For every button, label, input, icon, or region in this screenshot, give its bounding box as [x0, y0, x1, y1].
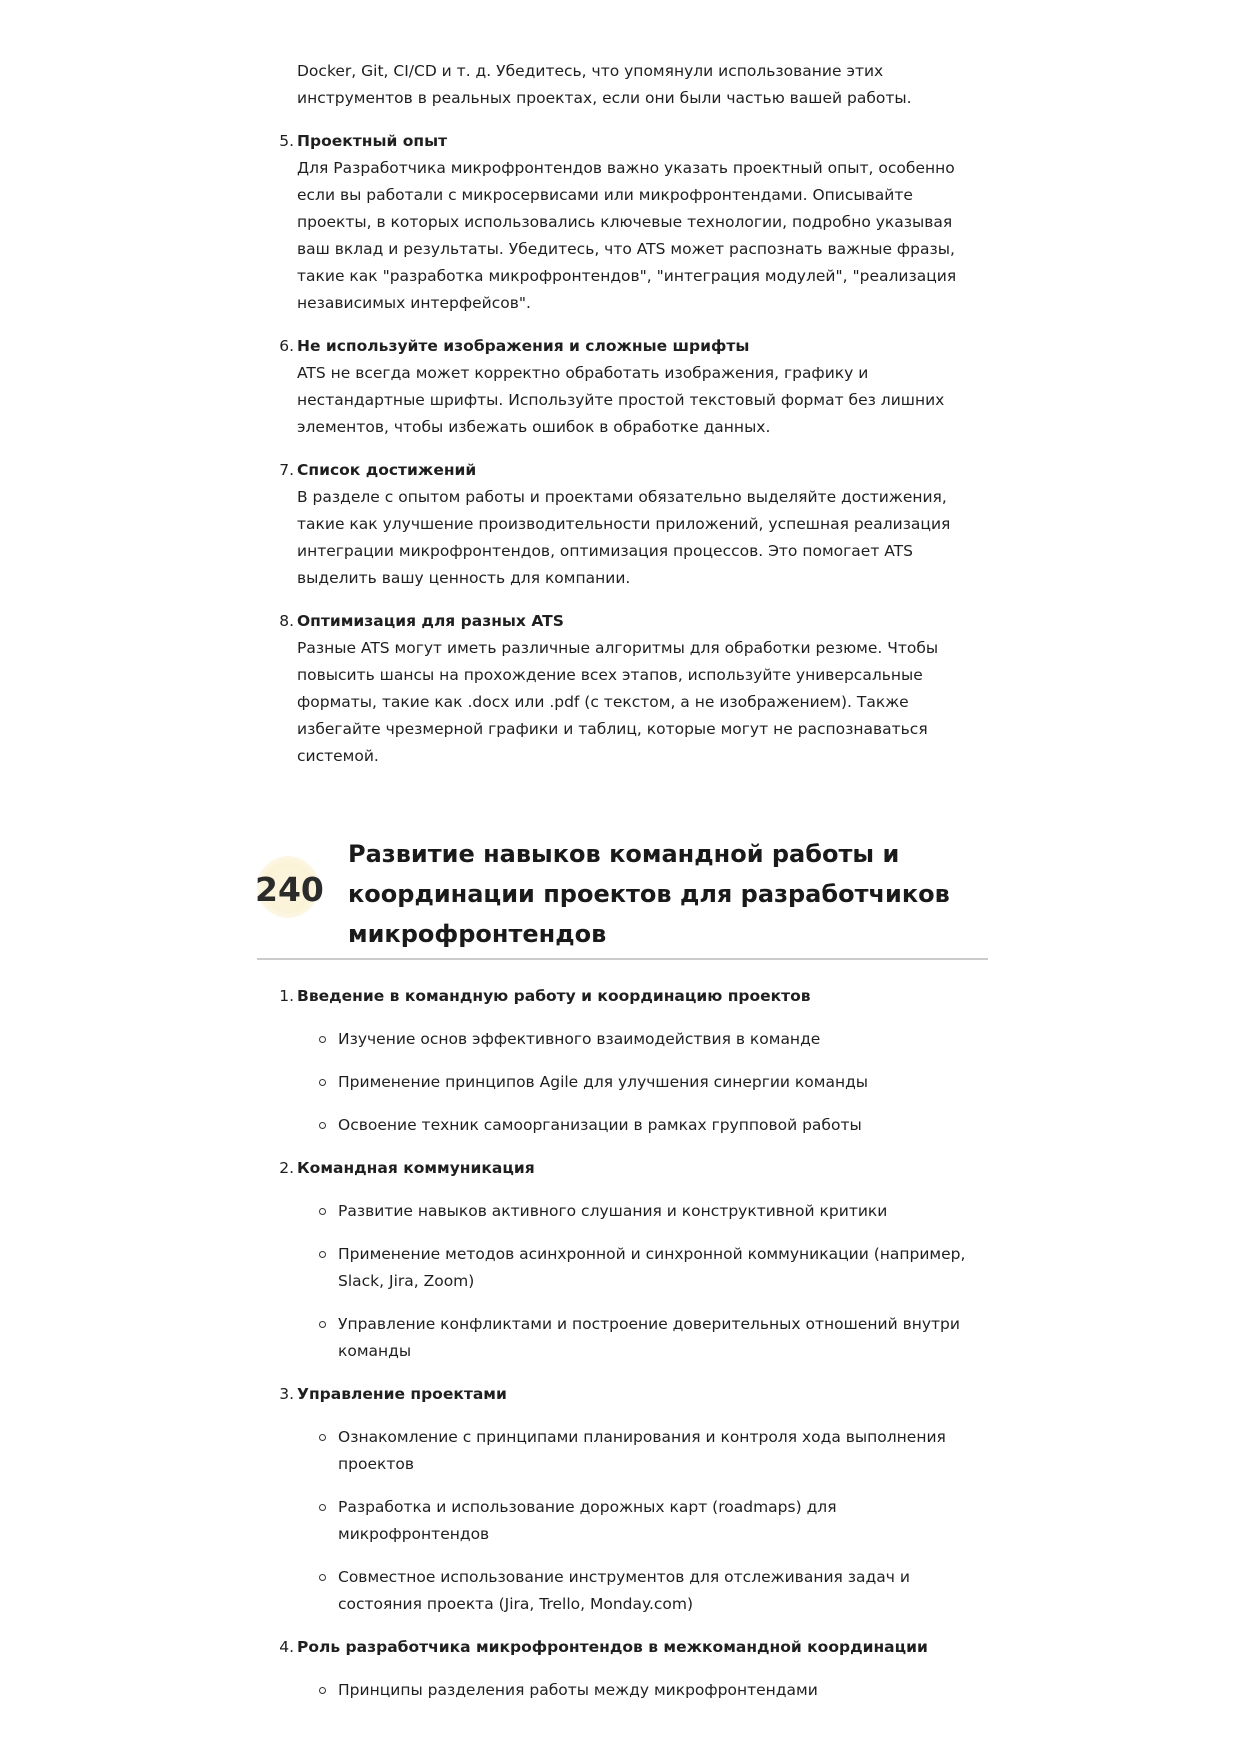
section-title: Развитие навыков командной работы и координации проектов для разработчиков микрофронтендов: [348, 840, 950, 948]
outline-title: Командная коммуникация: [297, 1159, 535, 1177]
tip-text: В разделе с опытом работы и проектами обязательно выделяйте достижения, такие как улучшение производительности приложений, успешная реализация интеграции микрофронтендов, оптимизация процессов. Это помогает ATS выделить вашу ценность для компании.: [297, 488, 951, 587]
tip-number: 6.: [279, 337, 294, 355]
outline-number: 4.: [279, 1638, 294, 1656]
bullet-icon: [319, 1574, 326, 1581]
tip-text: Для Разработчика микрофронтендов важно указать проектный опыт, особенно если вы работали с микросервисами или микрофронтендами. Описывайте проекты, в которых использовались ключевые технологии, подробно указывая ваш вклад и результаты. Убедитесь, что ATS может распознать важные фразы, такие как "разработка микрофронтендов", "интеграция модулей", "реализация независимых интерфейсов".: [297, 159, 957, 312]
outline-number: 3.: [279, 1385, 294, 1403]
list-item: [297, 1677, 988, 1704]
list-item: [297, 1026, 988, 1053]
section-number: 240: [255, 870, 324, 909]
tips-list: [257, 58, 988, 786]
outline-number: 2.: [279, 1159, 294, 1177]
outline-title: Управление проектами: [297, 1385, 507, 1403]
tip-text: Разные ATS могут иметь различные алгоритмы для обработки резюме. Чтобы повысить шансы на прохождение всех этапов, используйте универсальные форматы, такие как .docx или .pdf (с текстом, а не изображением). Также избегайте чрезмерной графики и таблиц, которые могут не распознаваться системой.: [297, 639, 939, 765]
bullet-icon: [319, 1321, 326, 1328]
outline-item: [257, 1634, 988, 1704]
bullet-icon: [319, 1122, 326, 1129]
list-item-text: Изучение основ эффективного взаимодействия в команде: [338, 1030, 821, 1048]
bullet-icon: [319, 1504, 326, 1511]
outline-list: [257, 983, 988, 1720]
tip-item: [257, 333, 988, 441]
tip-number: 5.: [279, 132, 294, 150]
outline-sublist: [297, 1677, 988, 1704]
bullet-icon: [319, 1208, 326, 1215]
bullet-icon: [319, 1687, 326, 1694]
list-item-text: Разработка и использование дорожных карт (roadmaps) для микрофронтендов: [338, 1498, 837, 1543]
list-item: [297, 1424, 988, 1478]
outline-title: Введение в командную работу и координацию проектов: [297, 987, 811, 1005]
intro-continuation: [257, 58, 988, 112]
list-item: [297, 1564, 988, 1618]
list-item-text: Управление конфликтами и построение доверительных отношений внутри команды: [338, 1315, 960, 1360]
outline-sublist: [297, 1424, 988, 1618]
tip-item: [257, 128, 988, 317]
bullet-icon: [319, 1036, 326, 1043]
outline-item: [257, 983, 988, 1139]
list-item-text: Совместное использование инструментов для отслеживания задач и состояния проекта (Jira, Trello, Monday.com): [338, 1568, 910, 1613]
list-item-text: Применение принципов Agile для улучшения синергии команды: [338, 1073, 869, 1091]
bullet-icon: [319, 1434, 326, 1441]
outline-item: [257, 1381, 988, 1618]
tip-item: [257, 608, 988, 770]
tip-number: 7.: [279, 461, 294, 479]
tip-title: Проектный опыт: [297, 132, 448, 150]
section-header: [257, 826, 988, 960]
tip-title: Оптимизация для разных ATS: [297, 612, 564, 630]
list-item: [297, 1198, 988, 1225]
list-item: [297, 1069, 988, 1096]
list-item-text: Ознакомление с принципами планирования и контроля хода выполнения проектов: [338, 1428, 946, 1473]
tip-item: [257, 457, 988, 592]
list-item-text: Освоение техник самоорганизации в рамках групповой работы: [338, 1116, 862, 1134]
list-item: [297, 1311, 988, 1365]
tip-text: ATS не всегда может корректно обработать изображения, графику и нестандартные шрифты. Используйте простой текстовый формат без лишних элементов, чтобы избежать ошибок в обработке данных.: [297, 364, 945, 436]
bullet-icon: [319, 1079, 326, 1086]
outline-title: Роль разработчика микрофронтендов в межкомандной координации: [297, 1638, 928, 1656]
tip-title: Не используйте изображения и сложные шрифты: [297, 337, 750, 355]
list-item-text: Применение методов асинхронной и синхронной коммуникации (например, Slack, Jira, Zoom): [338, 1245, 966, 1290]
list-item: [297, 1112, 988, 1139]
list-item-text: Развитие навыков активного слушания и конструктивной критики: [338, 1202, 888, 1220]
list-item: [297, 1494, 988, 1548]
outline-sublist: [297, 1198, 988, 1365]
tip-number: 8.: [279, 612, 294, 630]
list-item-text: Принципы разделения работы между микрофронтендами: [338, 1681, 818, 1699]
outline-number: 1.: [279, 987, 294, 1005]
list-item: [297, 1241, 988, 1295]
bullet-icon: [319, 1251, 326, 1258]
outline-item: [257, 1155, 988, 1365]
tip-title: Список достижений: [297, 461, 477, 479]
intro-text: Docker, Git, CI/CD и т. д. Убедитесь, что упомянули использование этих инструментов в реальных проектах, если они были частью вашей работы.: [297, 62, 912, 107]
outline-sublist: [297, 1026, 988, 1139]
